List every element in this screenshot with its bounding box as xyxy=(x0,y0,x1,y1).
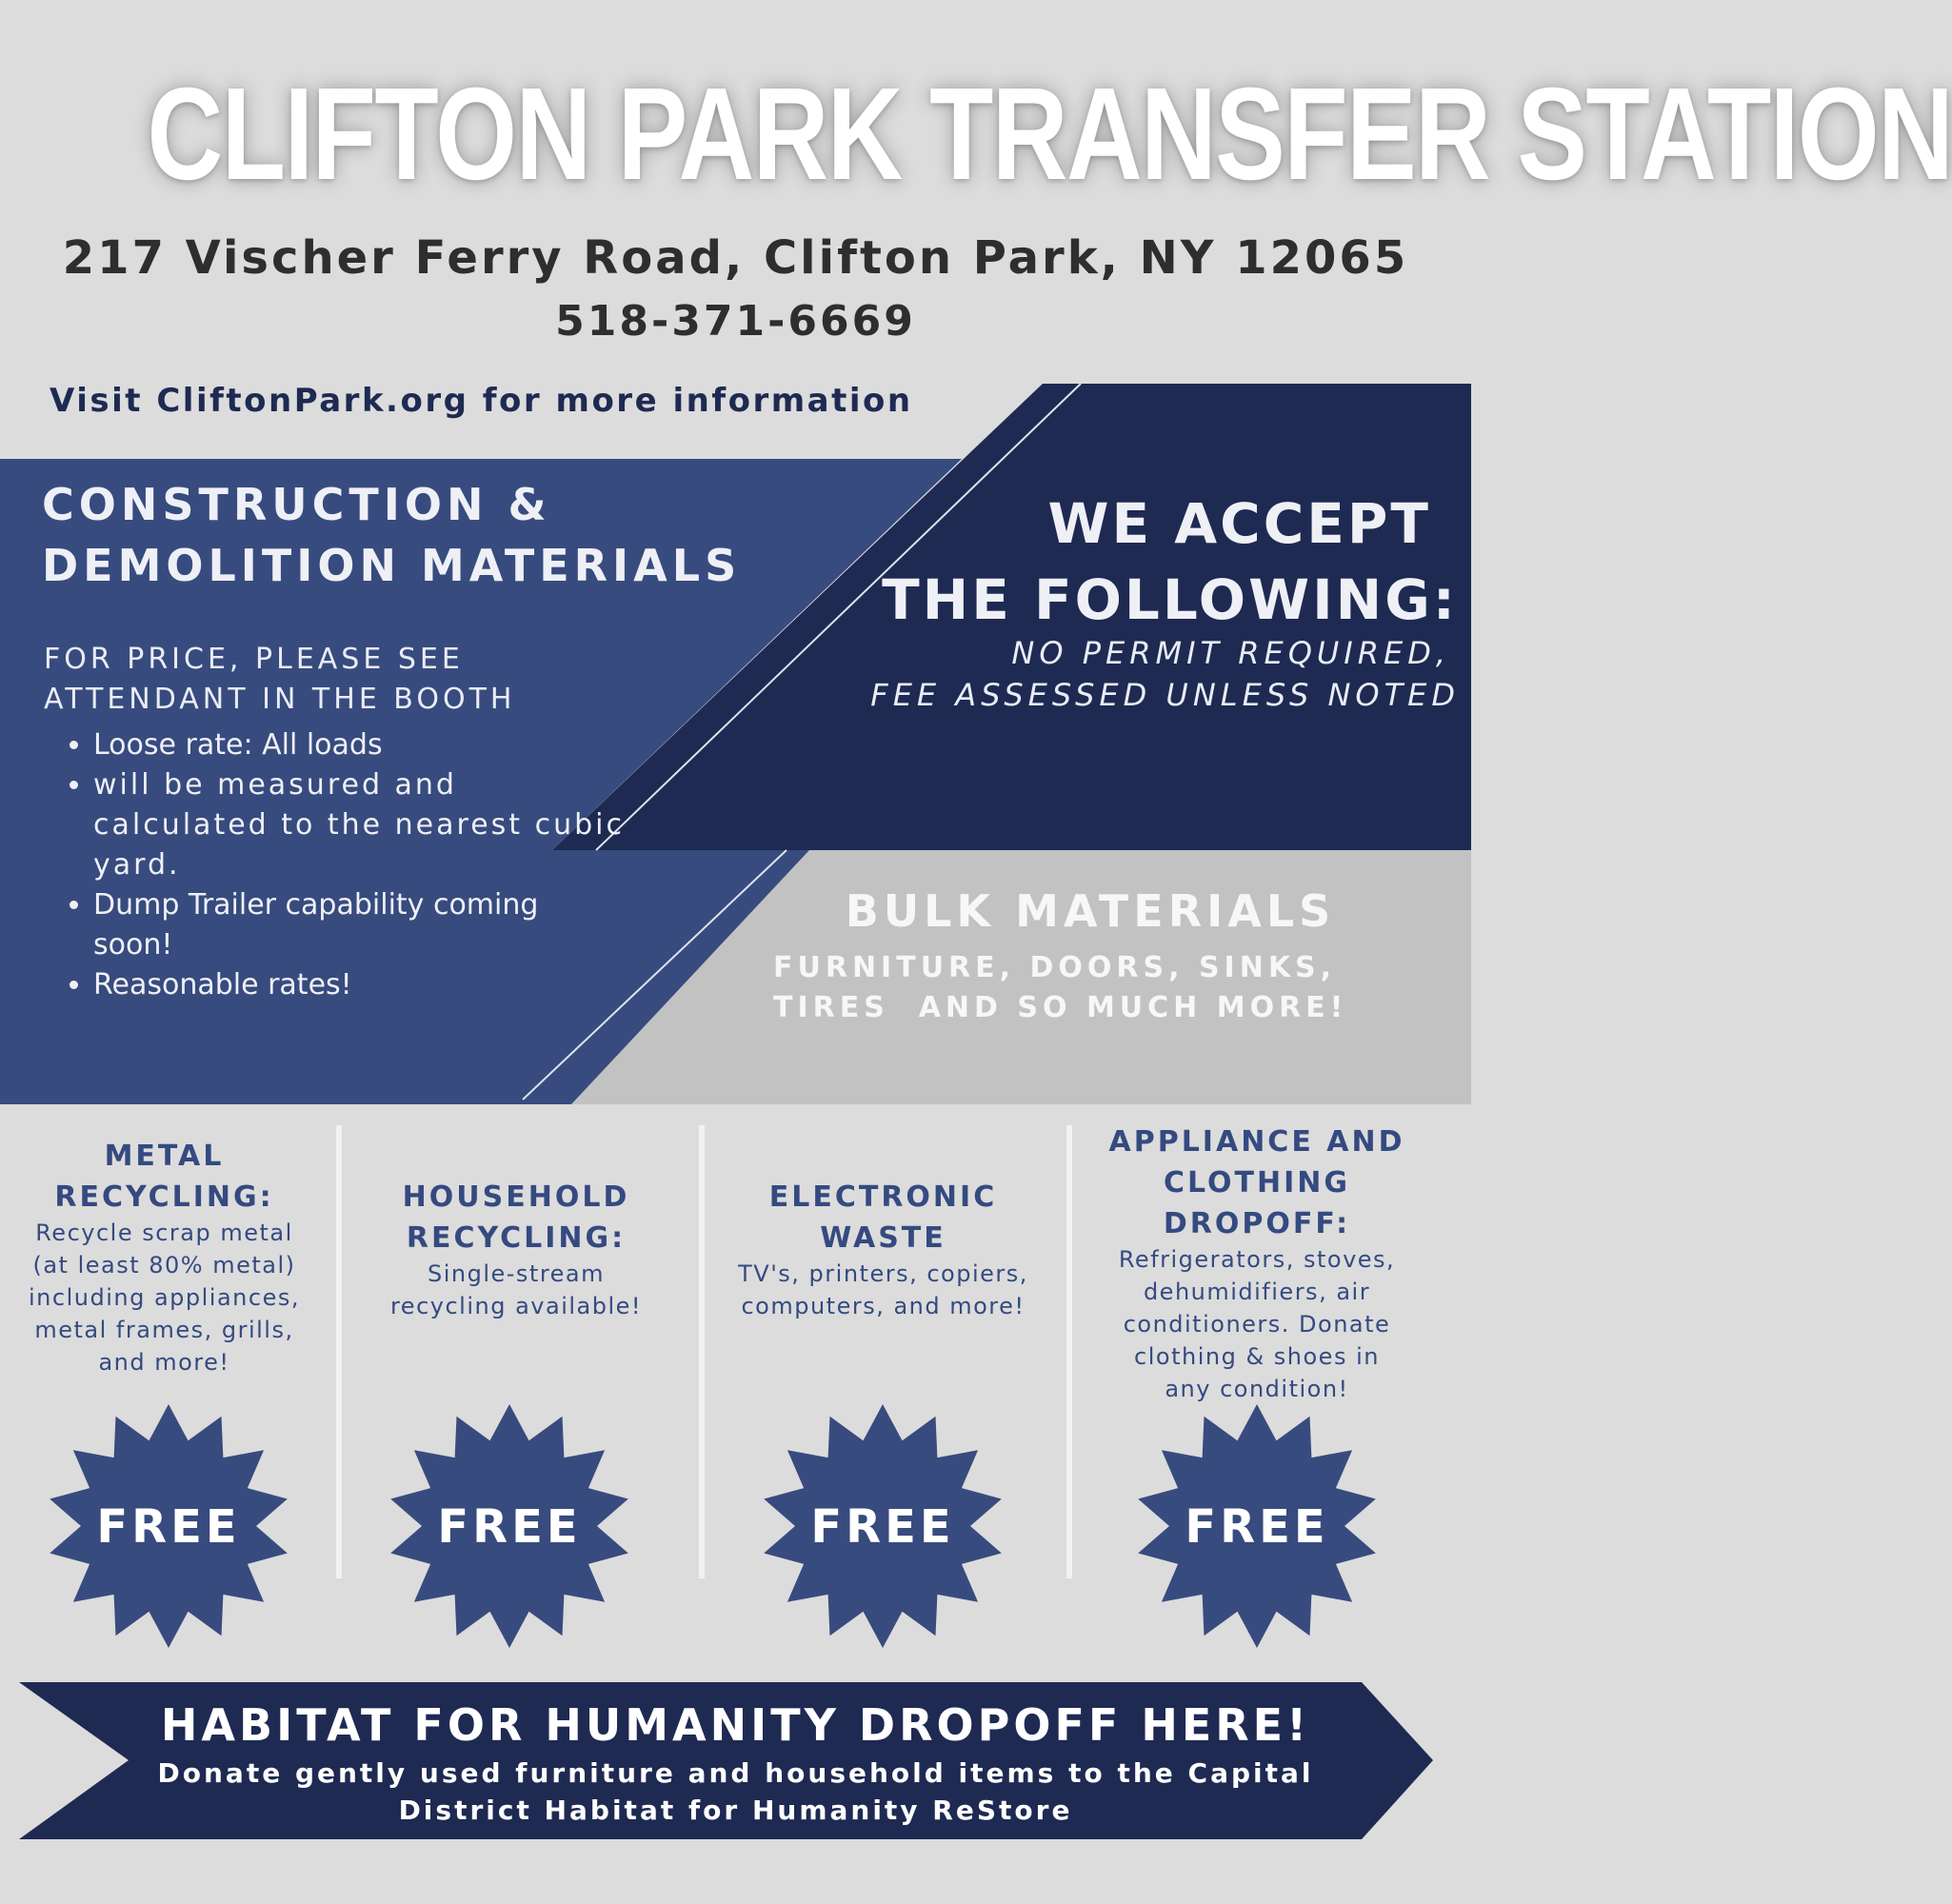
habitat-title: HABITAT FOR HUMANITY DROPOFF HERE! xyxy=(160,1699,1311,1751)
list-item: • Reasonable rates! xyxy=(93,965,627,1005)
habitat-subtitle: Donate gently used furniture and household items to the Capital District Habitat for Humanity ReStore xyxy=(157,1757,1314,1826)
phone-number: 518-371-6669 xyxy=(555,297,916,346)
column-divider xyxy=(1066,1125,1072,1578)
bulk-subtitle: FURNITURE, DOORS, SINKS, TIRES AND SO MUCH MORE! xyxy=(773,951,1348,1024)
construction-title xyxy=(42,474,741,596)
website-note: Visit CliftonPark.org for more information xyxy=(50,382,913,420)
column-divider xyxy=(699,1125,705,1578)
list-item: • Loose rate: All loads xyxy=(93,725,627,765)
address: 217 Vischer Ferry Road, Clifton Park, NY 12065 xyxy=(62,231,1409,285)
category-heading: ELECTRONIC WASTE xyxy=(768,1180,998,1255)
accept-title xyxy=(882,486,1458,638)
accept-title-line2: THE FOLLOWING: xyxy=(882,567,1458,632)
category-household xyxy=(345,1177,687,1322)
construction-title-line1: CONSTRUCTION & xyxy=(42,479,551,530)
free-badge-label: FREE xyxy=(96,1500,241,1554)
page-title: CLIFTON PARK TRANSFER STATION xyxy=(147,61,1952,208)
category-body: TV's, printers, copiers, computers, and more! xyxy=(738,1260,1028,1319)
accept-sub-line1: NO PERMIT REQUIRED, xyxy=(1011,635,1450,671)
construction-bullets xyxy=(51,725,627,1005)
column-divider xyxy=(336,1125,342,1578)
category-metal xyxy=(0,1136,329,1378)
construction-title-line2: DEMOLITION MATERIALS xyxy=(42,540,742,591)
construction-price-note xyxy=(44,640,515,720)
category-body: Recycle scrap metal (at least 80% metal) including appliances, metal frames, grills, and more! xyxy=(29,1220,300,1376)
category-heading: HOUSEHOLD RECYCLING: xyxy=(402,1180,630,1255)
category-appliance xyxy=(1076,1121,1438,1405)
price-note-line1: FOR PRICE, PLEASE SEE xyxy=(44,643,464,676)
bulk-title: BULK MATERIALS xyxy=(845,885,1336,937)
accept-sub-line2: FEE ASSESSED UNLESS NOTED xyxy=(870,677,1460,713)
category-body: Refrigerators, stoves, dehumidifiers, air conditioners. Donate clothing & shoes in any condition! xyxy=(1118,1246,1396,1402)
list-item: • will be measured and calculated to the nearest cubic yard. xyxy=(93,765,627,885)
free-badge-label: FREE xyxy=(810,1500,955,1554)
category-heading: APPLIANCE AND CLOTHING DROPOFF: xyxy=(1108,1125,1405,1240)
free-badge-label: FREE xyxy=(1185,1500,1329,1554)
accept-subtitle xyxy=(870,632,1460,716)
accept-title-line1: WE ACCEPT xyxy=(1047,491,1431,556)
category-heading: METAL RECYCLING: xyxy=(54,1140,274,1214)
free-badge-label: FREE xyxy=(437,1500,582,1554)
category-electronic xyxy=(709,1177,1057,1322)
category-body: Single-stream recycling available! xyxy=(389,1260,643,1319)
list-item: • Dump Trailer capability coming soon! xyxy=(93,885,627,965)
price-note-line2: ATTENDANT IN THE BOOTH xyxy=(44,683,516,716)
